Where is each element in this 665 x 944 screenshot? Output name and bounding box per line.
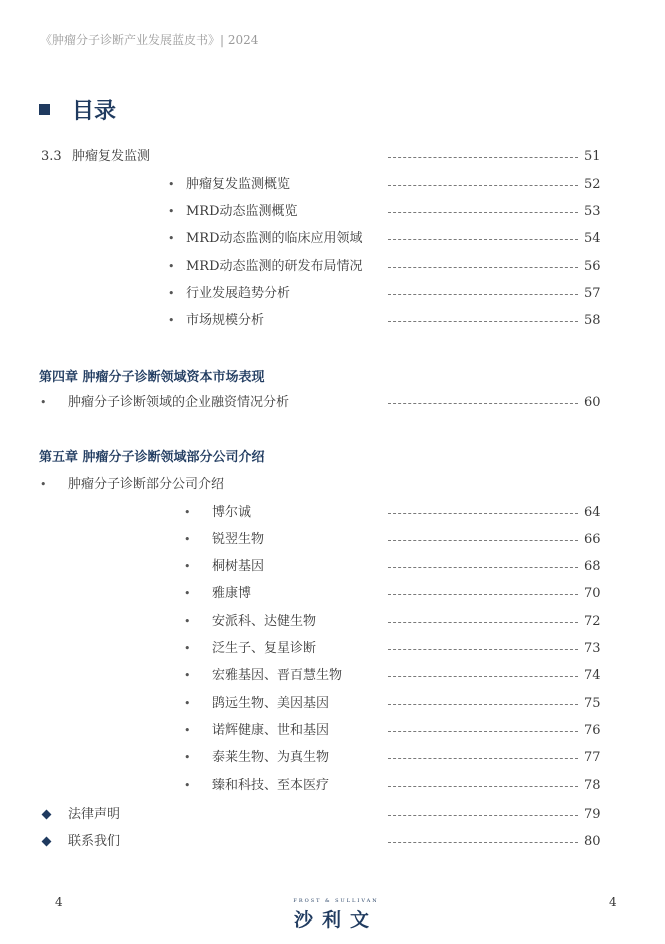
toc-entry-label: 锐翌生物 [212,532,265,547]
toc-entry[interactable] [0,612,665,632]
toc-entry[interactable] [0,503,665,523]
dot-leader [388,294,578,295]
bullet-icon: • [184,669,191,682]
bullet-icon: • [184,724,191,737]
bullet-icon: • [184,697,191,710]
toc-entry-label: 宏雅基因、晋百慧生物 [212,668,343,683]
toc-entry[interactable] [0,393,665,413]
toc-entry-label: 泰莱生物、为真生物 [212,750,330,765]
bullet-icon: • [184,615,191,628]
toc-entry-label: 安派科、达健生物 [212,614,317,629]
toc-entry[interactable] [0,229,665,249]
dot-leader [388,239,578,240]
toc-page-number: 75 [584,696,601,711]
dot-leader [388,622,578,623]
document-header: 《肿瘤分子诊断产业发展蓝皮书》| 2024 [40,33,259,47]
toc-entry-contact[interactable] [0,832,665,852]
dot-leader [388,321,578,322]
toc-page-number: 56 [584,259,601,274]
toc-entry-label: 雅康博 [212,586,252,601]
bullet-icon: • [40,396,47,409]
toc-entry[interactable] [0,666,665,686]
toc-entry-label: 行业发展趋势分析 [186,286,291,301]
diamond-icon [42,810,52,820]
toc-page-number: 58 [584,313,601,328]
toc-page-number: 74 [584,668,601,683]
footer-page-number-left: 4 [55,895,63,909]
toc-page-number: 78 [584,778,601,793]
toc-page-number: 60 [584,395,601,410]
toc-page-number: 72 [584,614,601,629]
toc-page-number: 52 [584,177,601,192]
bullet-icon: • [184,642,191,655]
toc-page-number: 77 [584,750,601,765]
bullet-icon: • [168,232,175,245]
bullet-icon: • [184,506,191,519]
toc-page-number: 57 [584,286,601,301]
toc-entry-label: 鹍远生物、美因基因 [212,696,330,711]
bullet-icon: • [184,533,191,546]
dot-leader [388,157,578,158]
chapter-5-heading[interactable]: 第五章 肿瘤分子诊断领域部分公司介绍 [39,450,265,465]
bullet-icon: • [168,314,175,327]
dot-leader [388,676,578,677]
logo-wordmark: 沙利文 [293,909,378,931]
toc-page-number: 66 [584,532,601,547]
toc-entry-label: MRD动态监测的临床应用领域 [186,231,363,246]
company-logo [284,898,388,932]
dot-leader [388,786,578,787]
dot-leader [388,513,578,514]
toc-page-number: 54 [584,231,601,246]
toc-entry-label: 肿瘤分子诊断部分公司介绍 [68,477,225,492]
toc-subheading[interactable] [0,475,665,495]
toc-page-number: 64 [584,505,601,520]
toc-entry[interactable] [0,257,665,277]
dot-leader [388,594,578,595]
page-title: 目录 [72,98,117,124]
toc-page-number: 80 [584,834,601,849]
toc-entry[interactable] [0,584,665,604]
toc-entry-label: 桐树基因 [212,559,265,574]
dot-leader [388,403,578,404]
dot-leader [388,212,578,213]
section-number: 3.3 [41,149,62,164]
diamond-icon [42,837,52,847]
logo-tagline: FROST & SULLIVAN [293,898,379,904]
toc-entry-section-3-3[interactable] [0,147,665,167]
toc-page-number: 70 [584,586,601,601]
dot-leader [388,540,578,541]
toc-entry[interactable] [0,639,665,659]
toc-entry[interactable] [0,557,665,577]
toc-page-number: 68 [584,559,601,574]
bullet-icon: • [184,751,191,764]
toc-entry[interactable] [0,284,665,304]
dot-leader [388,567,578,568]
toc-entry-label: 肿瘤复发监测 [72,149,151,164]
chapter-4-heading[interactable]: 第四章 肿瘤分子诊断领域资本市场表现 [39,370,265,385]
toc-entry-label: 联系我们 [68,834,121,849]
bullet-icon: • [168,178,175,191]
dot-leader [388,731,578,732]
toc-entry-label: 市场规模分析 [186,313,265,328]
toc-page-number: 79 [584,807,601,822]
dot-leader [388,758,578,759]
toc-entry[interactable] [0,311,665,331]
toc-page-number: 53 [584,204,601,219]
toc-entry[interactable] [0,776,665,796]
dot-leader [388,842,578,843]
toc-entry-label: 肿瘤分子诊断领域的企业融资情况分析 [68,395,290,410]
toc-entry[interactable] [0,748,665,768]
toc-entry-label: 泛生子、复星诊断 [212,641,317,656]
bullet-icon: • [184,587,191,600]
dot-leader [388,704,578,705]
toc-entry-legal[interactable] [0,805,665,825]
bullet-icon: • [40,478,47,491]
toc-entry-label: 肿瘤复发监测概览 [186,177,291,192]
dot-leader [388,185,578,186]
bullet-icon: • [168,260,175,273]
bullet-icon: • [184,779,191,792]
toc-entry[interactable] [0,202,665,222]
footer-page-number-right: 4 [609,895,617,909]
toc-entry[interactable] [0,721,665,741]
toc-page-number: 73 [584,641,601,656]
dot-leader [388,649,578,650]
toc-entry-label: MRD动态监测概览 [186,204,298,219]
title-square-icon [39,104,50,115]
dot-leader [388,267,578,268]
toc-page-number: 51 [584,149,601,164]
toc-page-number: 76 [584,723,601,738]
bullet-icon: • [168,205,175,218]
toc-entry-label: MRD动态监测的研发布局情况 [186,259,363,274]
toc-entry[interactable] [0,530,665,550]
toc-title-row [39,94,116,125]
toc-entry-label: 法律声明 [68,807,121,822]
toc-entry[interactable] [0,694,665,714]
toc-entry-label: 博尔诚 [212,505,252,520]
dot-leader [388,815,578,816]
bullet-icon: • [168,287,175,300]
toc-entry-label: 诺辉健康、世和基因 [212,723,330,738]
bullet-icon: • [184,560,191,573]
toc-entry-label: 臻和科技、至本医疗 [212,778,330,793]
toc-entry[interactable] [0,175,665,195]
